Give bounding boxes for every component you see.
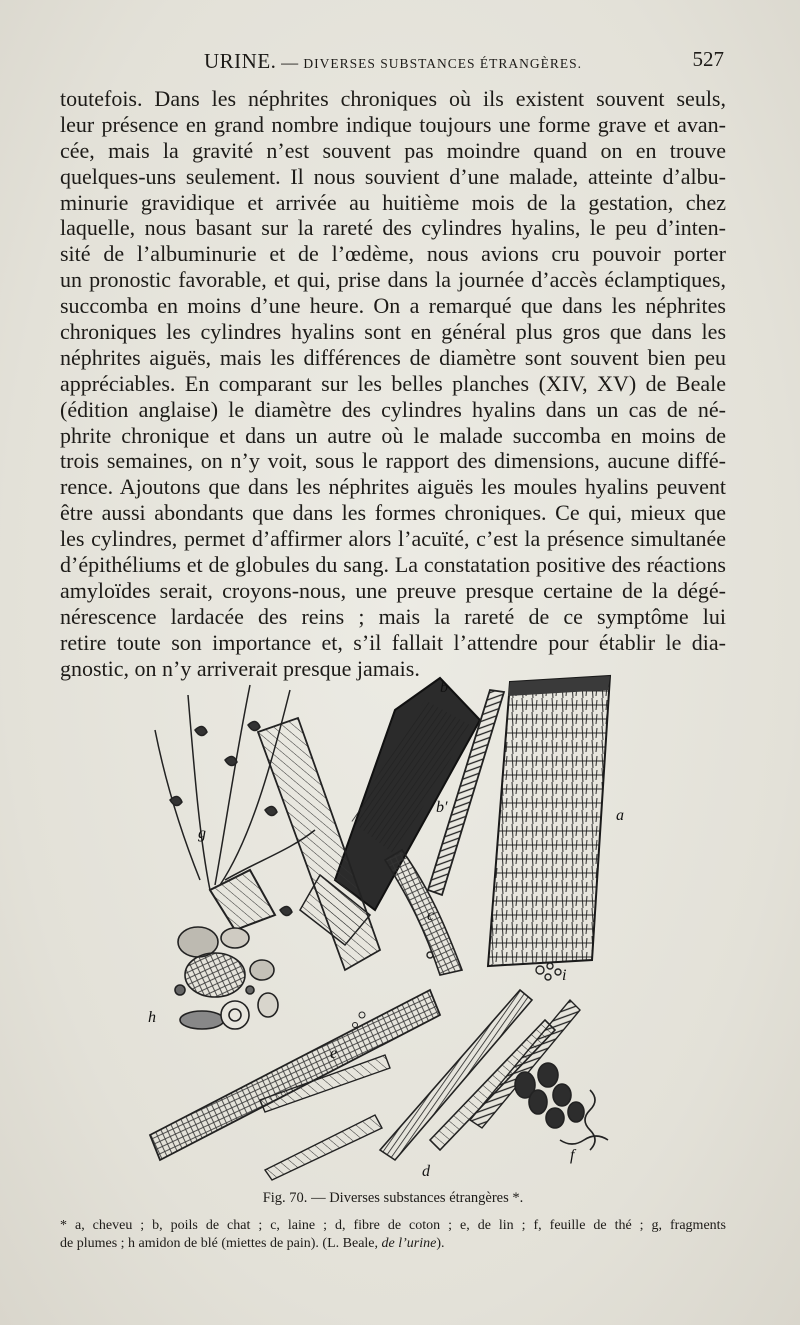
wheat-starch-h — [175, 927, 278, 1029]
body-line: cée, mais la gravité n’est souvent pas moindre quand on en trouve — [60, 137, 726, 163]
figure-illustration — [140, 670, 640, 1182]
body-line: sité de l’albuminurie et de l’œdème, nous avions cru pouvoir porter — [60, 241, 726, 267]
body-line: quelques-uns seulement. Il nous souvient d’une malade, atteinte d’albu- — [60, 163, 726, 189]
running-title-dash: — — [281, 53, 299, 72]
figure-label-i: i — [562, 967, 567, 984]
body-line: amyloïdes serait, croyons-nous, une preuve presque certaine de la dégé- — [60, 577, 726, 603]
figure-label-g: g — [198, 825, 206, 842]
body-paragraph — [60, 86, 726, 681]
hair-fiber-a — [488, 676, 610, 966]
footnote-line-2 — [60, 1235, 726, 1253]
body-line: trois semaines, on n’y voit, sous le rapport des dimensions, aucune diffé- — [60, 448, 726, 474]
body-line: chroniques les cylindres hyalins sont en général plus gros que dans les — [60, 319, 726, 345]
body-line: un pronostic favorable, et qui, prise dans la journée d’accès éclamptiques, — [60, 267, 726, 293]
body-line: retire toute son importance et, s’il fallait l’attendre pour établir le dia- — [60, 629, 726, 655]
figure-label-b: b — [440, 679, 448, 696]
footnote-line-2-end: ). — [436, 1236, 445, 1251]
body-line: gnostic, on n’y arriverait presque jamais. — [60, 655, 420, 681]
figure-label-e: e — [330, 1045, 338, 1062]
body-line: leur présence en grand nombre indique toujours une forme grave et avan- — [60, 111, 726, 137]
tea-leaf-f — [515, 1063, 608, 1150]
body-line: être aussi abondants que dans les formes chroniques. Ce qui, mieux que — [60, 500, 726, 526]
body-line: (édition anglaise) le diamètre des cylindres hyalins dans un cas de né- — [60, 396, 726, 422]
figure-70 — [140, 670, 640, 1182]
caption-fig-label: Fig. 70. — [262, 1190, 308, 1206]
body-line: succomba en moins d’une heure. On a remarqué que dans les néphrites — [60, 293, 726, 319]
body-line: néphrites aiguës, mais les différences de diamètre sont souvent bien peu — [60, 344, 726, 370]
body-line: phrite chronique et dans un autre où le malade succomba en moins de — [60, 422, 726, 448]
figure-label-a: a — [616, 807, 624, 824]
footnote — [60, 1217, 726, 1253]
running-title-main: URINE. — [204, 49, 277, 73]
figure-label-h: h — [148, 1009, 156, 1026]
running-header — [62, 47, 724, 77]
figure-label-b-prime: b′ — [436, 799, 448, 816]
footnote-line-1: * a, cheveu ; b, poils de chat ; c, laine ; d, fibre de coton ; e, de lin ; f, feuille de thé ; g, fragments — [60, 1218, 726, 1233]
footnote-source-title: de l’urine — [381, 1236, 437, 1251]
body-line: appréciables. En comparant sur les belles planches (XIV, XV) de Beale — [60, 370, 726, 396]
caption-text: Diverses substances étrangères *. — [329, 1190, 524, 1206]
running-title — [62, 49, 724, 74]
body-line: minurie gravidique et arrivée au huitième mois de la gestation, chez — [60, 189, 726, 215]
footnote-line-2-text: de plumes ; h amidon de blé (miettes de pain). (L. Beale, — [60, 1236, 379, 1251]
body-line: nérescence lardacée des reins ; mais la rareté de ce symptôme lui — [60, 603, 726, 629]
figure-label-d: d — [422, 1163, 430, 1180]
body-line: laquelle, nous basant sur la rareté des cylindres hyalins, le peu d’inten- — [60, 215, 726, 241]
body-line: d’épithéliums et de globules du sang. La constatation positive des réactions — [60, 552, 726, 578]
running-title-sub: DIVERSES SUBSTANCES ÉTRANGÈRES. — [303, 56, 582, 71]
body-line: rence. Ajoutons que dans les néphrites aiguës les moules hyalins peuvent — [60, 474, 726, 500]
figure-label-f: f — [570, 1147, 575, 1164]
figure-label-c: c — [427, 907, 435, 924]
page-number: 527 — [692, 47, 724, 71]
body-line: toutefois. Dans les néphrites chroniques où ils existent souvent seuls, — [60, 86, 726, 111]
figure-caption — [60, 1190, 726, 1207]
caption-dash: — — [311, 1190, 326, 1206]
body-line: les cylindres, permet d’affirmer alors l’acuïté, c’est la présence simultanée — [60, 526, 726, 552]
